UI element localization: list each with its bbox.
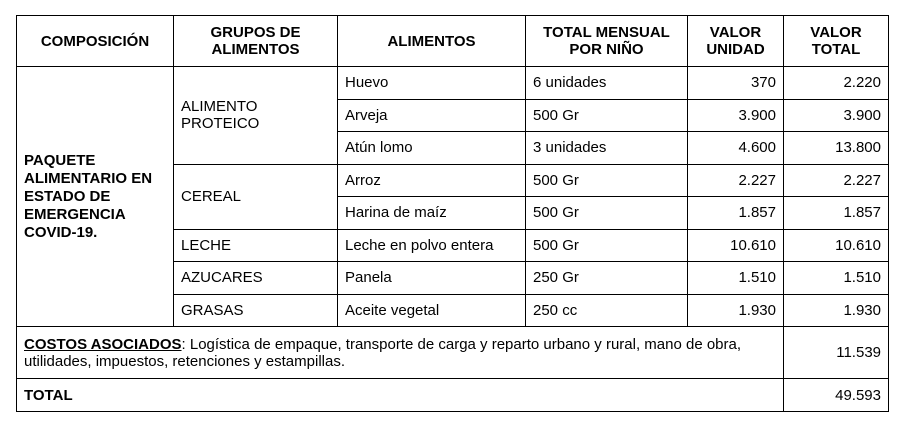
composicion-cell: PAQUETE ALIMENTARIO EN ESTADO DE EMERGENCIA COVID-19. xyxy=(17,67,174,327)
alimento-cell: Atún lomo xyxy=(338,132,526,165)
valor-total-cell: 2.227 xyxy=(784,164,889,197)
valor-unidad-cell: 1.930 xyxy=(688,294,784,327)
valor-unidad-cell: 10.610 xyxy=(688,229,784,262)
total-value: 49.593 xyxy=(784,379,889,412)
header-valor-unidad: VALOR UNIDAD xyxy=(688,16,784,67)
table-row xyxy=(17,67,889,100)
valor-unidad-cell: 1.857 xyxy=(688,197,784,230)
group-alimento-proteico: ALIMENTO PROTEICO xyxy=(174,67,338,165)
cantidad-cell: 500 Gr xyxy=(526,197,688,230)
header-grupos: GRUPOS DE ALIMENTOS xyxy=(174,16,338,67)
valor-total-cell: 1.857 xyxy=(784,197,889,230)
cantidad-cell: 500 Gr xyxy=(526,164,688,197)
valor-total-cell: 1.930 xyxy=(784,294,889,327)
cantidad-cell: 500 Gr xyxy=(526,99,688,132)
header-row xyxy=(17,16,889,67)
alimento-cell: Leche en polvo entera xyxy=(338,229,526,262)
alimento-cell: Huevo xyxy=(338,67,526,100)
alimento-cell: Harina de maíz xyxy=(338,197,526,230)
total-label: TOTAL xyxy=(17,379,784,412)
total-row xyxy=(17,379,889,412)
group-leche: LECHE xyxy=(174,229,338,262)
cantidad-cell: 3 unidades xyxy=(526,132,688,165)
valor-unidad-cell: 3.900 xyxy=(688,99,784,132)
valor-unidad-cell: 1.510 xyxy=(688,262,784,295)
header-valor-total: VALOR TOTAL xyxy=(784,16,889,67)
alimento-cell: Aceite vegetal xyxy=(338,294,526,327)
costos-row xyxy=(17,327,889,379)
valor-total-cell: 3.900 xyxy=(784,99,889,132)
alimento-cell: Panela xyxy=(338,262,526,295)
cantidad-cell: 250 cc xyxy=(526,294,688,327)
alimento-cell: Arroz xyxy=(338,164,526,197)
group-cereal: CEREAL xyxy=(174,164,338,229)
costos-value: 11.539 xyxy=(784,327,889,379)
valor-unidad-cell: 4.600 xyxy=(688,132,784,165)
valor-total-cell: 1.510 xyxy=(784,262,889,295)
valor-total-cell: 10.610 xyxy=(784,229,889,262)
costos-label: COSTOS ASOCIADOS xyxy=(24,335,182,353)
alimento-cell: Arveja xyxy=(338,99,526,132)
header-total-mensual: TOTAL MENSUAL POR NIÑO xyxy=(526,16,688,67)
header-alimentos: ALIMENTOS xyxy=(338,16,526,67)
costos-description xyxy=(17,327,784,379)
header-composicion: COMPOSICIÓN xyxy=(17,16,174,67)
food-package-table xyxy=(16,15,889,412)
group-grasas: GRASAS xyxy=(174,294,338,327)
valor-total-cell: 13.800 xyxy=(784,132,889,165)
cantidad-cell: 500 Gr xyxy=(526,229,688,262)
valor-total-cell: 2.220 xyxy=(784,67,889,100)
valor-unidad-cell: 2.227 xyxy=(688,164,784,197)
group-azucares: AZUCARES xyxy=(174,262,338,295)
valor-unidad-cell: 370 xyxy=(688,67,784,100)
costos-text: : Logística de empaque, transporte de carga y reparto urbano y rural, mano de obra, utilidades, impuestos, retenciones y estampillas. xyxy=(24,335,742,370)
cantidad-cell: 250 Gr xyxy=(526,262,688,295)
cantidad-cell: 6 unidades xyxy=(526,67,688,100)
